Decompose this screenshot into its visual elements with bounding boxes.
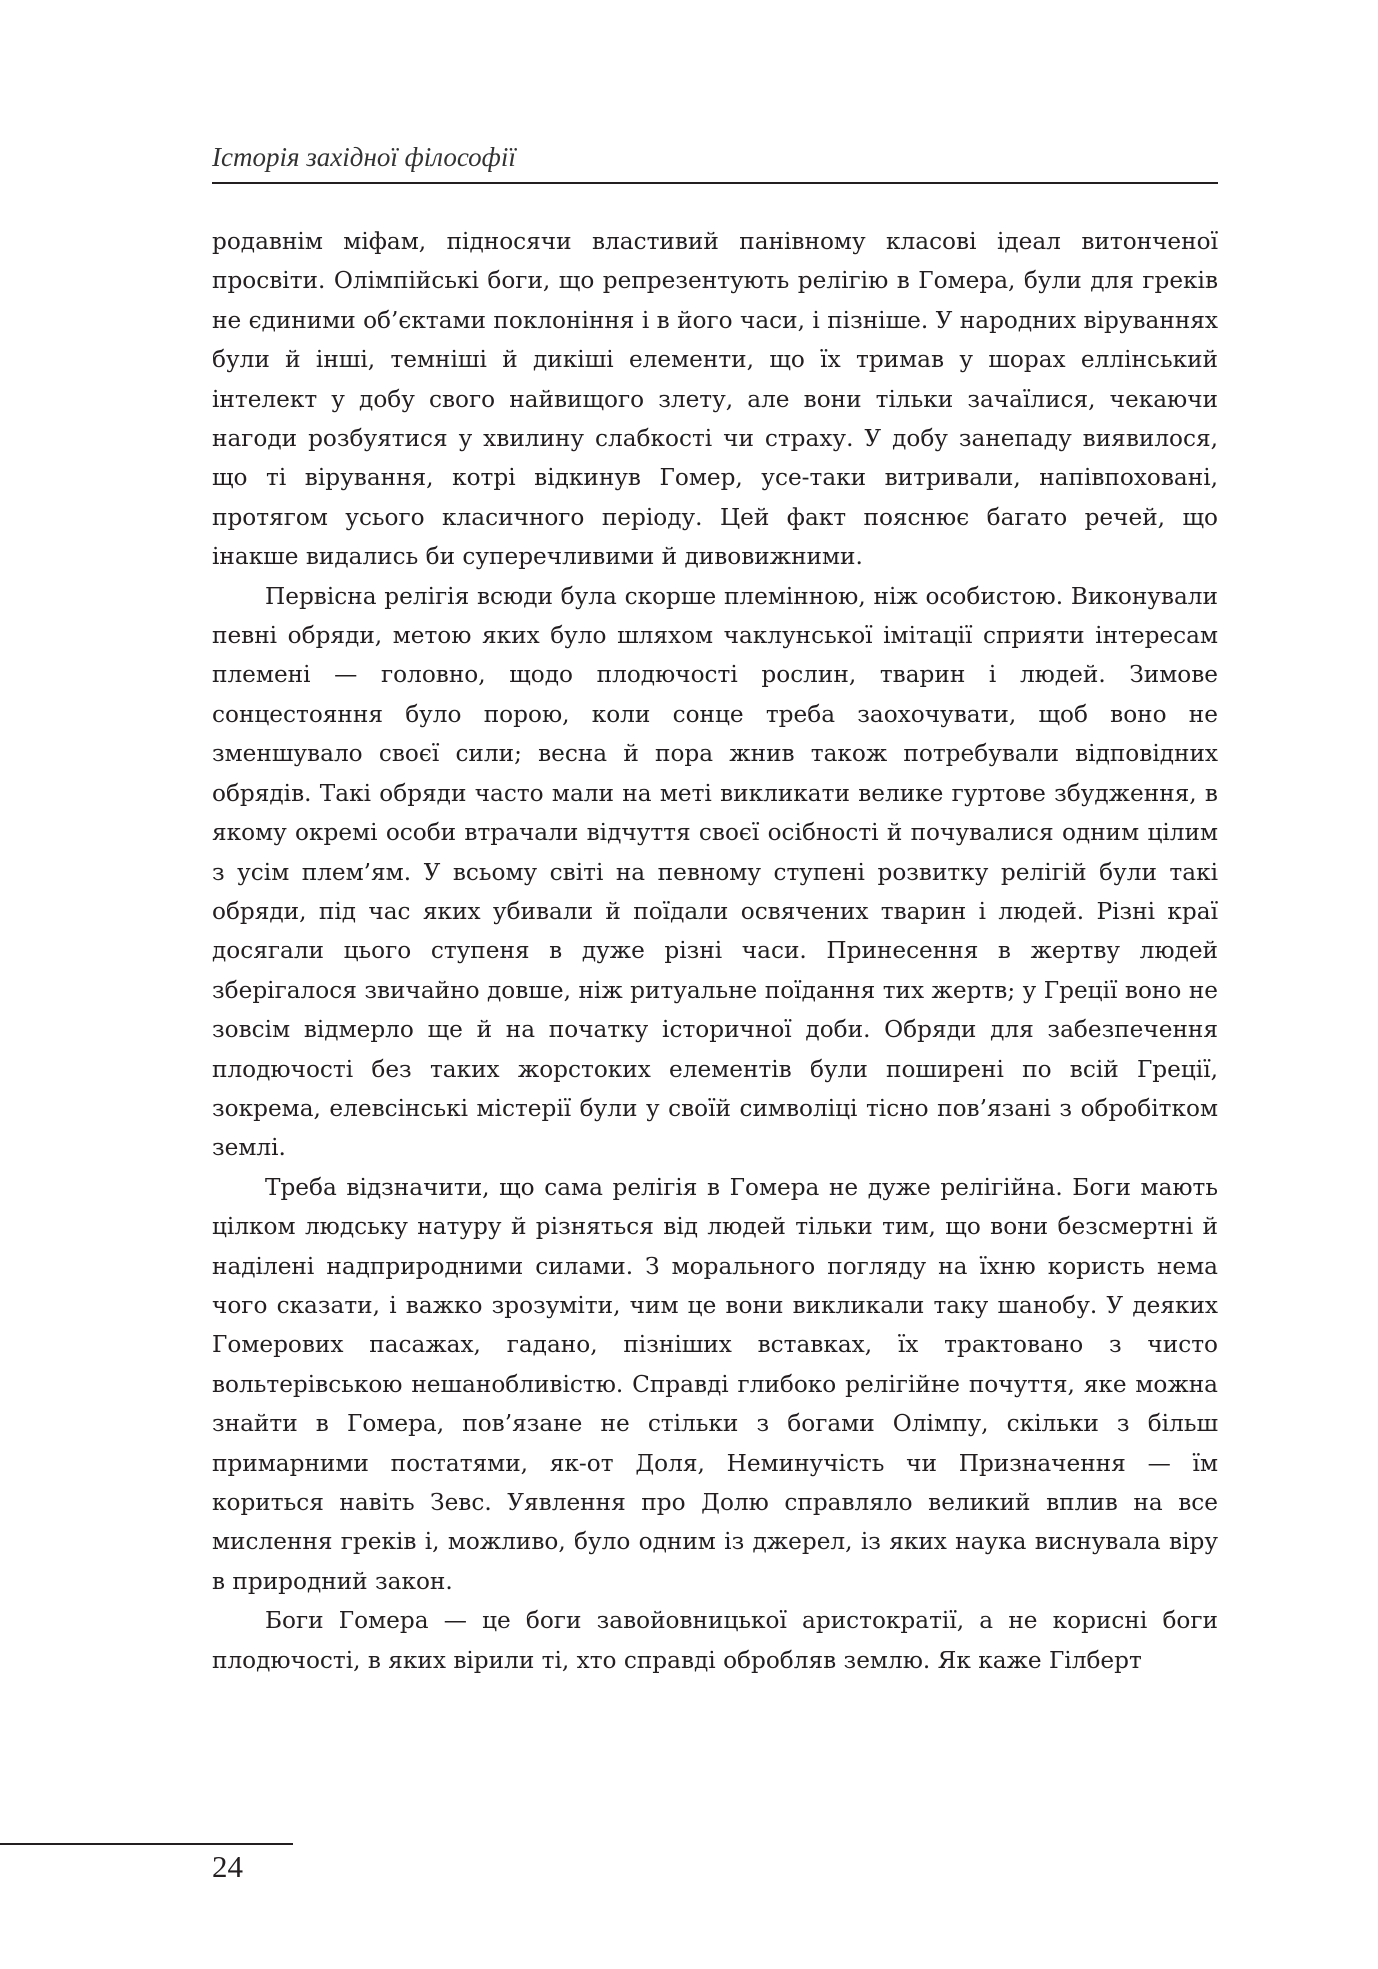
paragraph-primitive-religion: Первісна релігія всюди була скорше племінною, ніж особистою. Виконували певні обряди, метою яких було шляхом чаклунської імітації сприяти інтересам племені — головно, щодо плодючості рослин, тварин і людей. Зимове сонцестояння було порою, коли сонце треба заохочувати, щоб воно не зменшувало своєї сили; весна й пора жнив також потребували відповідних обрядів. Такі обряди часто мали на меті викликати велике гуртове збудження, в якому окремі особи втрачали відчуття своєї осібності й почувалися одним цілим з усім плем’ям. У всьому світі на певному ступені розвитку релігій були такі обряди, під час яких убивали й поїдали освячених тварин і людей. Різні краї досягали цього ступеня в дуже різні часи. Принесення в жертву людей зберігалося звичайно довше, ніж ритуальне поїдання тих жертв; у Греції воно не зовсім відмерло ще й на початку історичної доби. Обряди для забезпечення плодючості без таких жорстоких елементів були поширені по всій Греції, зокрема, елевсінські містерії були у своїй символіці тісно пов’язані з обробітком землі. xyxy=(212,582,1218,1162)
body-text xyxy=(212,222,1218,1680)
paragraph-homer-religion: Треба відзначити, що сама релігія в Гомера не дуже релігійна. Боги мають цілком людську натуру й різняться від людей тільки тим, що вони безсмертні й наділені надприродними силами. З морального погляду на їхню користь нема чого сказати, і важко зрозуміти, чим це вони викликали таку шанобу. У деяких Гомерових пасажах, гадано, пізніших вставках, їх трактовано з чисто вольтерівською нешанобливістю. Справді глибоко релігійне почуття, яке можна знайти в Гомера, пов’язане не стільки з богами Олімпу, скільки з більш примарними постатями, як-от Доля, Неминучість чи Призначення — їм кориться навіть Зевс. Уявлення про Долю справляло великий вплив на все мислення греків і, можливо, було одним із джерел, із яких наука виснувала віру в природний закон. xyxy=(212,1173,1218,1595)
paragraph-homer-gods: Боги Гомера — це боги завойовницької аристократії, а не корисні боги плодючості, в яких вірили ті, хто справді обробляв землю. Як каже Гілберт xyxy=(212,1607,1218,1674)
paragraph-continuation: родавнім міфам, підносячи властивий панівному класові ідеал витонченої просвіти. Олімпійські боги, що репрезентують релігію в Гомера, були для греків не єдиними об’єктами поклоніння і в його часи, і пізніше. У народних віруваннях були й інші, темніші й дикіші елементи, що їх тримав у шорах еллінський інтелект у добу свого найвищого злету, але вони тільки зачаїлися, чекаючи нагоди розбуятися у хвилину слабкості чи страху. У добу занепаду виявилося, що ті вірування, котрі відкинув Гомер, усе-таки витривали, напівпоховані, протягом усього класичного періоду. Цей факт пояснює багато речей, що інакше видались би суперечливими й дивовижними. xyxy=(212,228,1218,571)
page-number: 24 xyxy=(212,1849,243,1884)
footer-rule xyxy=(0,1843,293,1845)
running-header-title: Історія західної філософії xyxy=(212,142,516,172)
header-rule xyxy=(212,182,1218,184)
